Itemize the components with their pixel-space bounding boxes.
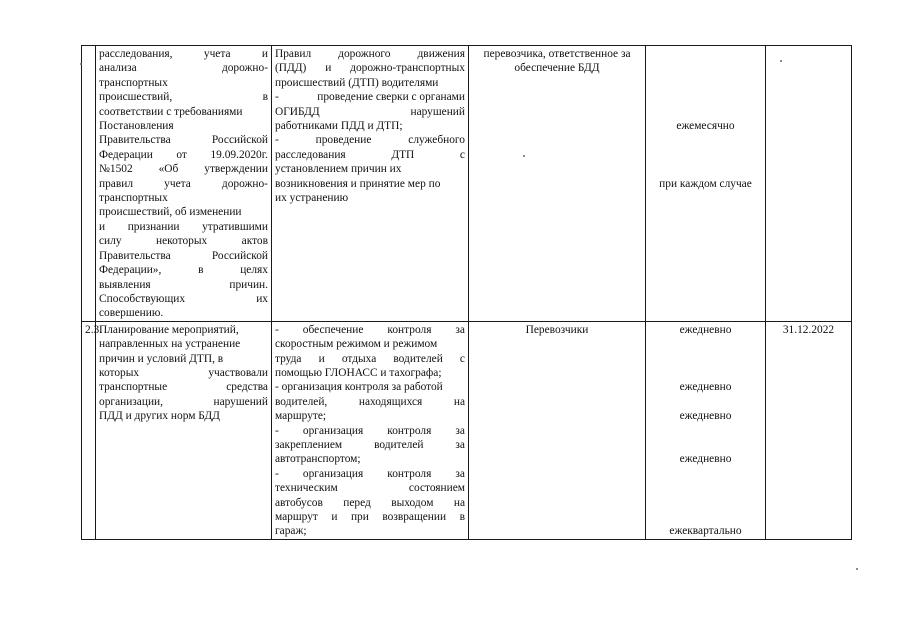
word: с: [459, 148, 465, 161]
text-line: [275, 47, 465, 61]
word: помощью ГЛОНАСС и тахографа;: [275, 366, 442, 379]
word: перед: [343, 496, 371, 509]
text-line: [275, 438, 465, 452]
text-line: [99, 395, 268, 409]
word: средства: [226, 381, 268, 394]
word: происшествий (ДТП) водителями: [275, 76, 439, 89]
word: совершению.: [99, 307, 164, 320]
text-line: [99, 90, 268, 104]
text-line: [275, 323, 465, 337]
measures-cell: [272, 46, 469, 322]
word: их устранению: [275, 192, 349, 205]
period-line: при каждом случае: [659, 177, 752, 190]
text-line: [99, 366, 268, 380]
text-line: [275, 191, 465, 205]
text-line: [275, 496, 465, 510]
word: от: [176, 148, 187, 161]
word: возникновения и принятие мер по: [275, 177, 441, 190]
word: служебного: [408, 134, 465, 147]
text-line: [275, 105, 465, 119]
word: анализа: [99, 62, 137, 75]
text-line: [99, 191, 268, 205]
word: выходом: [391, 496, 434, 509]
word: обеспечение: [302, 323, 364, 336]
word: их: [256, 292, 268, 305]
word: правил: [99, 177, 134, 190]
word: и: [261, 48, 268, 60]
text-line: [99, 220, 268, 234]
word: силу: [99, 235, 122, 248]
text-line: [275, 409, 465, 423]
word: водителей: [374, 438, 424, 451]
word: нарушений: [213, 395, 268, 408]
word: дорожно-транспортных: [350, 62, 465, 75]
word: в: [262, 91, 268, 104]
activity-cell: [96, 46, 272, 322]
responsible-line: перевозчика, ответственное за: [483, 48, 631, 60]
word: дорожно-: [221, 62, 268, 75]
word: отдыха: [341, 352, 377, 365]
word: водителей,: [275, 395, 328, 408]
word: -: [275, 467, 279, 480]
word: Способствующих: [99, 292, 186, 305]
word: соответствии с требованиями: [99, 105, 243, 118]
text-line: [99, 105, 268, 119]
text-line: [99, 47, 268, 61]
period-cell: [646, 321, 766, 539]
word: Федерации: [99, 148, 153, 161]
text-line: [275, 481, 465, 495]
word: водителей: [393, 352, 443, 365]
word: утверждении: [204, 163, 268, 176]
text-line: [99, 292, 268, 306]
word: дорожно-: [221, 177, 268, 190]
word: транспортных: [99, 192, 168, 205]
period-cell: [646, 46, 766, 322]
word: контроля: [387, 424, 432, 437]
text-line: [275, 366, 465, 380]
text-line: [275, 380, 465, 394]
word: ПДД и других норм БДД: [99, 410, 220, 423]
text-line: [275, 352, 465, 366]
period-line: ежемесячно: [676, 119, 735, 132]
text-line: [99, 76, 268, 90]
word: за: [455, 424, 465, 437]
text-line: [275, 148, 465, 162]
text-line: [275, 177, 465, 191]
word: Постановления: [99, 120, 174, 133]
word: -: [275, 323, 279, 336]
word: Планирование мероприятий,: [99, 323, 239, 336]
word: происшествий, об изменении: [99, 206, 242, 219]
word: на: [453, 496, 465, 509]
responsible-cell: [469, 46, 646, 322]
word: проведение: [315, 134, 372, 147]
word: учета: [203, 48, 231, 60]
text-line: [275, 524, 465, 538]
word: которых: [99, 366, 140, 379]
text-line: [99, 162, 268, 176]
word: расследования,: [99, 48, 173, 60]
word: ОГИБДД: [275, 105, 320, 118]
word: контроля: [387, 467, 432, 480]
text-line: [99, 263, 268, 277]
word: Правительства: [99, 249, 171, 262]
word: -: [275, 134, 279, 147]
period-line: ежедневно: [679, 410, 732, 423]
word: за: [455, 323, 465, 336]
deadline-value: 31.12.2022: [782, 323, 835, 336]
word: проведение сверки с органами: [317, 91, 465, 104]
activity-cell: [96, 321, 272, 539]
word: автобусов: [275, 496, 323, 509]
word: в: [459, 511, 465, 523]
word: -: [275, 91, 279, 104]
word: автотранспортом;: [275, 453, 361, 466]
word: установлением причин их: [275, 163, 402, 176]
word: и: [99, 220, 106, 233]
text-line: [99, 409, 268, 423]
row-number-cell: 2.3.: [82, 321, 96, 539]
text-line: [275, 133, 465, 147]
word: и: [318, 352, 325, 365]
responsible-cell: [469, 321, 646, 539]
period-line: ежедневно: [679, 381, 732, 394]
responsible-line: обеспечение БДД: [514, 62, 600, 75]
table-row: [82, 46, 852, 322]
text-line: [275, 467, 465, 481]
text-line: [275, 76, 465, 90]
word: с: [459, 352, 465, 365]
text-line: [99, 337, 268, 351]
word: утратившими: [202, 220, 268, 233]
text-line: [99, 119, 268, 133]
period-line: ежеквартально: [669, 525, 742, 538]
word: за: [455, 467, 465, 480]
plan-table: [81, 45, 852, 540]
word: при: [350, 511, 369, 523]
word: транспортных: [99, 76, 168, 89]
word: -: [275, 424, 279, 437]
text-line: [275, 510, 465, 524]
word: и: [331, 511, 338, 523]
text-line: [275, 337, 465, 351]
word: - организация контроля за работой: [275, 381, 443, 394]
text-line: [99, 234, 268, 248]
word: организация: [302, 424, 364, 437]
word: некоторых: [155, 235, 208, 248]
table-row: [82, 321, 852, 539]
word: Российской: [211, 134, 268, 147]
word: выявления: [99, 278, 151, 291]
period-line: ежедневно: [679, 453, 732, 466]
word: причин.: [229, 278, 268, 291]
word: Правительства: [99, 134, 171, 147]
text-line: [275, 162, 465, 176]
word: дорожного: [338, 48, 391, 60]
row-number-cell: [82, 46, 96, 322]
word: ДТП: [391, 148, 415, 161]
word: возвращении: [382, 511, 447, 523]
word: (ПДД): [275, 62, 307, 75]
word: направленных на устранение: [99, 338, 241, 351]
word: происшествий,: [99, 91, 173, 104]
word: скоростным режимом и режимом: [275, 338, 438, 351]
text-line: [99, 352, 268, 366]
word: №1502: [99, 163, 133, 176]
word: труда: [275, 352, 302, 365]
responsible-line: Перевозчики: [525, 323, 589, 336]
word: гараж;: [275, 525, 307, 538]
text-line: [99, 133, 268, 147]
word: «Об: [158, 163, 179, 176]
word: в: [198, 264, 204, 277]
word: транспортные: [99, 381, 168, 394]
word: закреплением: [275, 438, 343, 451]
word: работниками ПДД и ДТП;: [275, 120, 403, 133]
measures-cell: [272, 321, 469, 539]
deadline-cell: [766, 321, 852, 539]
word: контроля: [387, 323, 432, 336]
word: учета: [164, 177, 191, 190]
word: участвовали: [208, 366, 268, 379]
text-line: [275, 452, 465, 466]
text-line: [275, 61, 465, 75]
text-line: [99, 278, 268, 292]
word: Правил: [275, 48, 312, 60]
text-line: [275, 395, 465, 409]
text-line: [275, 90, 465, 104]
text-line: [275, 424, 465, 438]
text-line: [99, 306, 268, 320]
word: находящихся: [358, 395, 423, 408]
text-line: [99, 380, 268, 394]
word: техническим: [275, 482, 338, 495]
word: и: [325, 62, 332, 75]
text-line: [99, 205, 268, 219]
word: признании: [127, 220, 180, 233]
scan-speck: [856, 568, 858, 570]
word: Федерации»,: [99, 264, 162, 277]
word: организации,: [99, 395, 163, 408]
word: целях: [240, 264, 268, 277]
word: за: [455, 438, 465, 451]
scan-speck: [523, 155, 525, 157]
word: Российской: [211, 249, 268, 262]
scan-speck: [780, 60, 782, 62]
word: расследования: [275, 148, 346, 161]
text-line: [275, 119, 465, 133]
word: маршрут: [275, 511, 318, 523]
deadline-cell: [766, 46, 852, 322]
word: актов: [241, 235, 268, 248]
text-line: [99, 323, 268, 337]
scan-speck: [80, 63, 82, 65]
text-line: [99, 61, 268, 75]
word: причин и условий ДТП, в: [99, 352, 224, 365]
word: маршруте;: [275, 410, 327, 423]
period-line: ежедневно: [679, 323, 732, 336]
word: нарушений: [410, 105, 465, 118]
text-line: [99, 148, 268, 162]
word: движения: [417, 48, 465, 60]
text-line: [99, 177, 268, 191]
word: 19.09.2020г.: [210, 148, 268, 161]
text-line: [99, 249, 268, 263]
word: на: [453, 395, 465, 408]
word: организация: [302, 467, 364, 480]
word: состоянием: [408, 482, 465, 495]
